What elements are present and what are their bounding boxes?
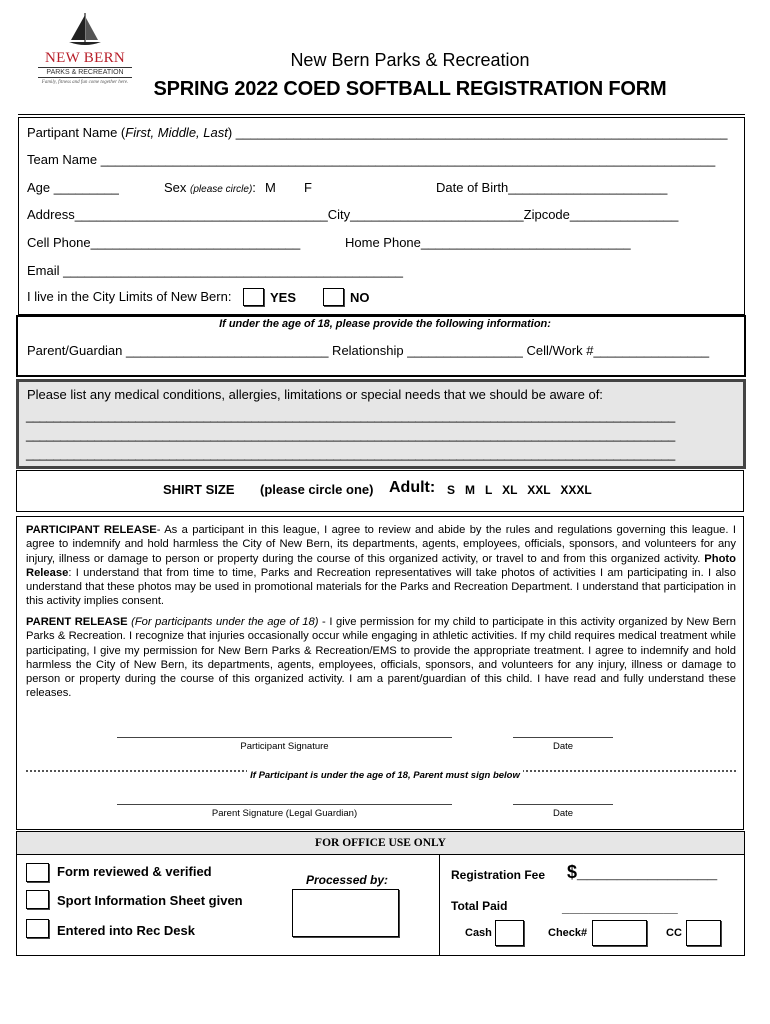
form-reviewed-checkbox[interactable] — [26, 863, 49, 882]
participant-signature-line[interactable] — [117, 737, 452, 738]
parent-signature-label: Parent Signature (Legal Guardian) — [211, 808, 358, 819]
shirt-size-hint: (please circle one) — [260, 482, 374, 497]
shirt-size-options[interactable]: S M L XL XXL XXXL — [447, 483, 592, 497]
shirt-size-label: SHIRT SIZE — [163, 482, 235, 497]
yes-label: YES — [270, 290, 297, 305]
medical-prompt: Please list any medical conditions, allergies, limitations or special needs that we should be aware of: — [27, 387, 603, 402]
parent-release-text: - I give permission for my child to participate in this activity organized by New Bern Parks & Recreation. I recognize that injuries occasionally occur while engaging in athletic activities. If my child requires medical treatment while participating, I give my permission for New Bern Parks & Recreation/EMS to provide the appropriate treatment. I agree to indemnify and hold harmless the City of New Bern, its departments, agents, employees, officials, sponsors, and volunteers for any injury, illness or damage to person or property during the course of this organized activity. I am a parent/guardian of this child. I have read and fully understand these releases. — [26, 616, 736, 700]
cell-phone-field[interactable]: Cell Phone_____________________________ — [27, 235, 301, 250]
guardian-heading: If under the age of 18, please provide the following information: — [219, 318, 551, 330]
sex-hint: (please circle) — [190, 184, 253, 195]
date-label: Date — [552, 808, 574, 819]
medical-line[interactable]: _______________________________________________________________________________________________ — [26, 446, 675, 461]
registration-fee-field[interactable]: $______________ — [567, 862, 718, 882]
office-heading: FOR OFFICE USE ONLY — [17, 832, 744, 855]
sex-m-option[interactable]: M — [265, 180, 276, 195]
sex-field[interactable] — [164, 180, 256, 195]
address-city-zip-field[interactable]: Address___________________________________City________________________Zipcode_______________ — [27, 207, 679, 222]
parent-release-heading: PARENT RELEASE — [26, 616, 128, 628]
medical-line[interactable]: _______________________________________________________________________________________________ — [26, 427, 675, 442]
home-phone-field[interactable]: Home Phone_____________________________ — [345, 235, 631, 250]
processed-by-box[interactable] — [292, 889, 399, 937]
org-name: New Bern Parks & Recreation — [290, 50, 530, 70]
no-checkbox[interactable] — [323, 288, 344, 306]
parent-sign-note-wrap — [0, 765, 770, 783]
parent-sign-note: If Participant is under the age of 18, Parent must sign below — [247, 770, 523, 781]
cash-checkbox[interactable] — [495, 920, 524, 946]
cash-label: Cash — [465, 927, 492, 939]
check-label: Check# — [548, 927, 588, 939]
participant-signature-label: Participant Signature — [240, 741, 329, 752]
dob-field[interactable]: Date of Birth______________________ — [436, 180, 668, 195]
age-field[interactable]: Age _________ — [27, 180, 119, 195]
medical-line[interactable]: _______________________________________________________________________________________________ — [26, 408, 675, 423]
total-paid-label: Total Paid — [451, 899, 508, 913]
shirt-adult-label: Adult: — [389, 479, 436, 496]
sex-f-option[interactable]: F — [304, 180, 312, 195]
participant-release-text: - As a participant in this league, I agree to review and abide by the rules and regulations governing this league. I agree to indemnify and hold harmless the City of New Bern, its departments, agents, employees, officials, sponsors, and volunteers for any injury, illness or damage to person or property during the course of this organized activity, or travel to and from this organized activity. — [26, 524, 736, 565]
name-field[interactable] — [27, 125, 727, 140]
rec-desk-checkbox[interactable] — [26, 919, 49, 938]
name-line: ) ____________________________________________________________________ — [227, 125, 728, 140]
no-label: NO — [350, 290, 370, 305]
office-divider — [439, 855, 440, 955]
check-number-box[interactable] — [592, 920, 647, 946]
cc-label: CC — [666, 927, 682, 939]
team-name-field[interactable]: Team Name _____________________________________________________________________________________ — [27, 152, 716, 167]
processed-by-label: Processed by: — [306, 873, 389, 887]
participant-release — [26, 523, 736, 609]
parent-release — [26, 615, 736, 701]
registration-fee-label: Registration Fee — [451, 868, 546, 882]
sport-info-checkbox[interactable] — [26, 890, 49, 909]
guardian-info-field[interactable]: Parent/Guardian ____________________________ Relationship ________________ Cell/Work #________________ — [27, 343, 710, 358]
photo-release-heading: Photo Release — [26, 552, 736, 579]
logo-name: NEW BERN — [44, 50, 126, 66]
name-label: Partipant Name ( — [27, 125, 126, 140]
city-limits-label: I live in the City Limits of New Bern: — [27, 289, 232, 304]
page-title: SPRING 2022 COED SOFTBALL REGISTRATION FORM — [153, 78, 667, 100]
name-hint: First, Middle, Last — [125, 125, 228, 140]
total-paid-field[interactable]: ________________ — [562, 900, 678, 915]
yes-checkbox[interactable] — [243, 288, 264, 306]
shirt-section — [16, 470, 744, 512]
parent-release-hint: (For participants under the age of 18) — [127, 616, 319, 628]
photo-release-text: : I understand that from time to time, Parks and Recreation representatives will take photos of activities I am participating in. I also understand that these photos may be used in promotional materials for the Parks and Recreation Department. I understand that participation in this activity implies consent. — [26, 566, 736, 608]
parent-signature-line[interactable] — [117, 804, 452, 805]
email-field[interactable]: Email _______________________________________________ — [27, 263, 403, 278]
date-line[interactable] — [513, 804, 613, 805]
sport-info-label: Sport Information Sheet given — [57, 893, 243, 908]
sex-colon: : — [252, 180, 256, 195]
logo-tagline: Family, fitness and fun come together here. — [41, 80, 129, 85]
logo-dept: PARKS & RECREATION — [38, 67, 132, 78]
rec-desk-label: Entered into Rec Desk — [57, 923, 195, 938]
form-reviewed-label: Form reviewed & verified — [57, 864, 212, 879]
participant-release-heading: PARTICIPANT RELEASE — [26, 524, 157, 536]
sailboat-icon — [65, 12, 105, 50]
cc-checkbox[interactable] — [686, 920, 721, 946]
date-line[interactable] — [513, 737, 613, 738]
sex-label: Sex — [164, 180, 187, 195]
date-label: Date — [552, 741, 574, 752]
